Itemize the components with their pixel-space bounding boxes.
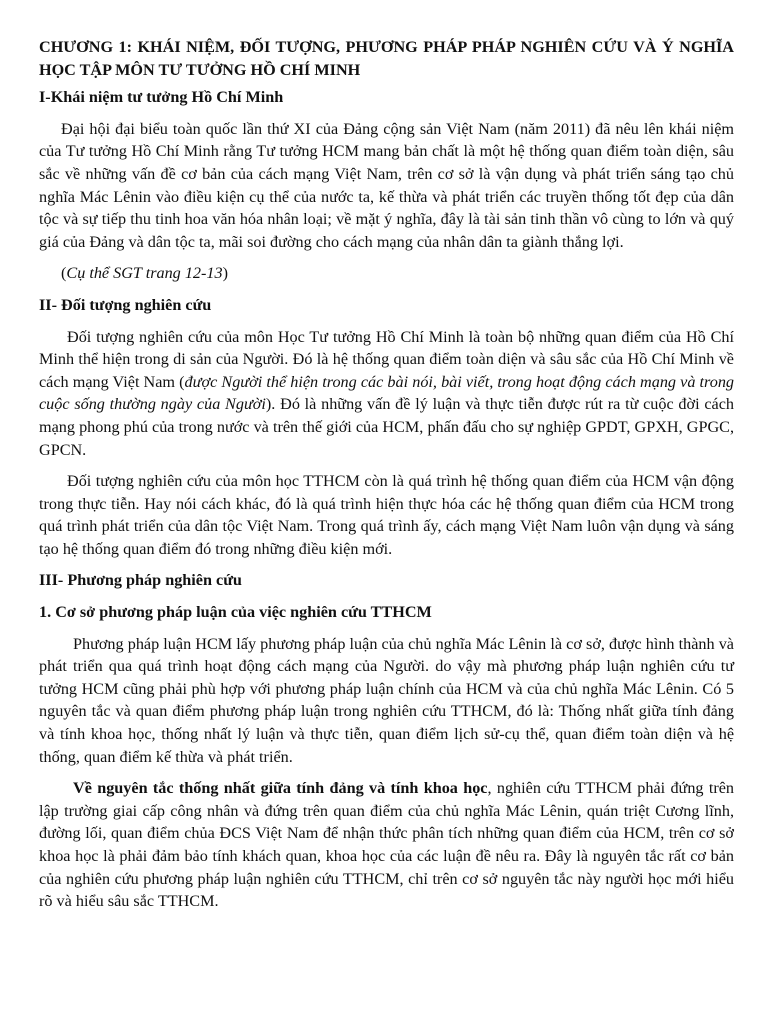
section-3-paragraph-2	[39, 777, 734, 913]
section-1-paragraph: Đại hội đại biểu toàn quốc lần thứ XI của Đảng cộng sản Việt Nam (năm 2011) đã nêu lên khái niệm của Tư tưởng Hồ Chí Minh rằng Tư tưởng HCM mang bản chất là một hệ thống quan điểm toàn diện, sâu sắc về những vấn đề cơ bản của cách mạng Việt Nam, trên cơ sở là vận dụng và phát triển sáng tạo chủ nghĩa Mác Lênin vào điều kiện cụ thể của nước ta, kế thừa và phát triển các truyền thống tốt đẹp của dân tộc và sự tiếp thu tinh hoa văn hóa nhân loại; về mặt ý nghĩa, đây là tài sản tinh thần vô cùng to lớn và quý giá của Đảng và dân tộc ta, mãi soi đường cho cách mạng của nhân dân ta giành thắng lợi.	[39, 119, 734, 251]
section-2-paragraph-1	[39, 326, 734, 462]
section-2-paragraph-2: Đối tượng nghiên cứu của môn học TTHCM còn là quá trình hệ thống quan điểm của HCM vận động trong thực tiễn. Hay nói cách khác, đó là quá trình hiện thực hóa các hệ thống quan điểm của HCM trong quá trình phát triển của dân tộc Việt Nam. Trong quá trình ấy, cách mạng Việt Nam luôn vận dụng và sáng tạo hệ thống quan điểm đó trong những điều kiện mới.	[39, 472, 734, 558]
section-2-paragraph-1-start: Đối tượng nghiên cứu của môn Học Tư tưởng Hồ Chí Minh là toàn bộ những quan điểm của Hồ Chí Minh thể hiện trong di sản của Người. Đó là hệ thống quan điểm toàn diện và sâu sắc của Hồ Chí Minh về cách mạng Việt Nam (	[39, 327, 734, 391]
section-2-paragraph-1-end: ). Đó là những vấn đề lý luận và thực tiễn được rút ra từ cuộc đời cách mạng phong phú của trong nước và trên thế giới của HCM, phấn đấu cho sự nghiệp GPDT, GPXH, GPGC, GPCN.	[39, 395, 734, 459]
reference-open-paren: (	[61, 264, 67, 283]
chapter-title: CHƯƠNG 1: KHÁI NIỆM, ĐỐI TƯỢNG, PHƯƠNG PHÁP PHÁP NGHIÊN CỨU VÀ Ý NGHĨA HỌC TẬP MÔN TƯ TƯỞNG HỒ CHÍ MINH	[39, 38, 734, 79]
section-3-heading: III- Phương pháp nghiên cứu	[39, 571, 242, 590]
section-2-paragraph-1-italic: được Người thể hiện trong các bài nói, bài viết, trong hoạt động cách mạng và trong cuộc sống thường ngày của Người	[39, 372, 735, 414]
document-page	[39, 36, 734, 922]
section-1-heading: I-Khái niệm tư tưởng Hồ Chí Minh	[39, 88, 284, 107]
principle-heading-bold: Về nguyên tắc thống nhất giữa tính đảng và tính khoa học	[73, 779, 488, 798]
section-3-paragraph-1: Phương pháp luận HCM lấy phương pháp luận của chủ nghĩa Mác Lênin là cơ sở, được hình thành và phát triển qua quá trình hoạt động cách mạng của Người. do vậy mà phương pháp luận nghiên cứu tư tưởng HCM cũng phải phù hợp với phương pháp luận chính của HCM và của chủ nghĩa Mác Lênin. Có 5 nguyên tắc và quan điểm phương pháp luận trong nghiên cứu TTHCM, đó là: Thống nhất giữa tính đảng và tính khoa học, thống nhất lý luận và thực tiễn, quan điểm lịch sử-cụ thể, quan điểm toàn diện và hệ thống, quan điểm kế thừa và phát triển.	[39, 634, 734, 766]
reference-close-paren: )	[222, 264, 228, 283]
section-2-heading: II- Đối tượng nghiên cứu	[39, 295, 212, 314]
textbook-reference	[39, 262, 734, 285]
reference-text: Cụ thể SGT trang 12-13	[66, 264, 223, 283]
principle-text: , nghiên cứu TTHCM phải đứng trên lập trường giai cấp công nhân và đứng trên quan điểm của chủ nghĩa Mác Lênin, quán triệt Cương lĩnh, đường lối, quan điểm chủa ĐCS Việt Nam để nhận thức phân tích những quan điểm của HCM, trên cơ sở khoa học là phải đảm bảo tính khách quan, khoa học của các luận đề nêu ra. Đây là nguyên tắc rất cơ bản của nghiên cứu phương pháp luận nghiên cứu TTHCM, chỉ trên cơ sở nguyên tắc này người học mới hiểu rõ và hiểu sâu sắc TTHCM.	[39, 779, 734, 911]
section-3-subheading-1: 1. Cơ sở phương pháp luận của việc nghiên cứu TTHCM	[39, 603, 432, 622]
